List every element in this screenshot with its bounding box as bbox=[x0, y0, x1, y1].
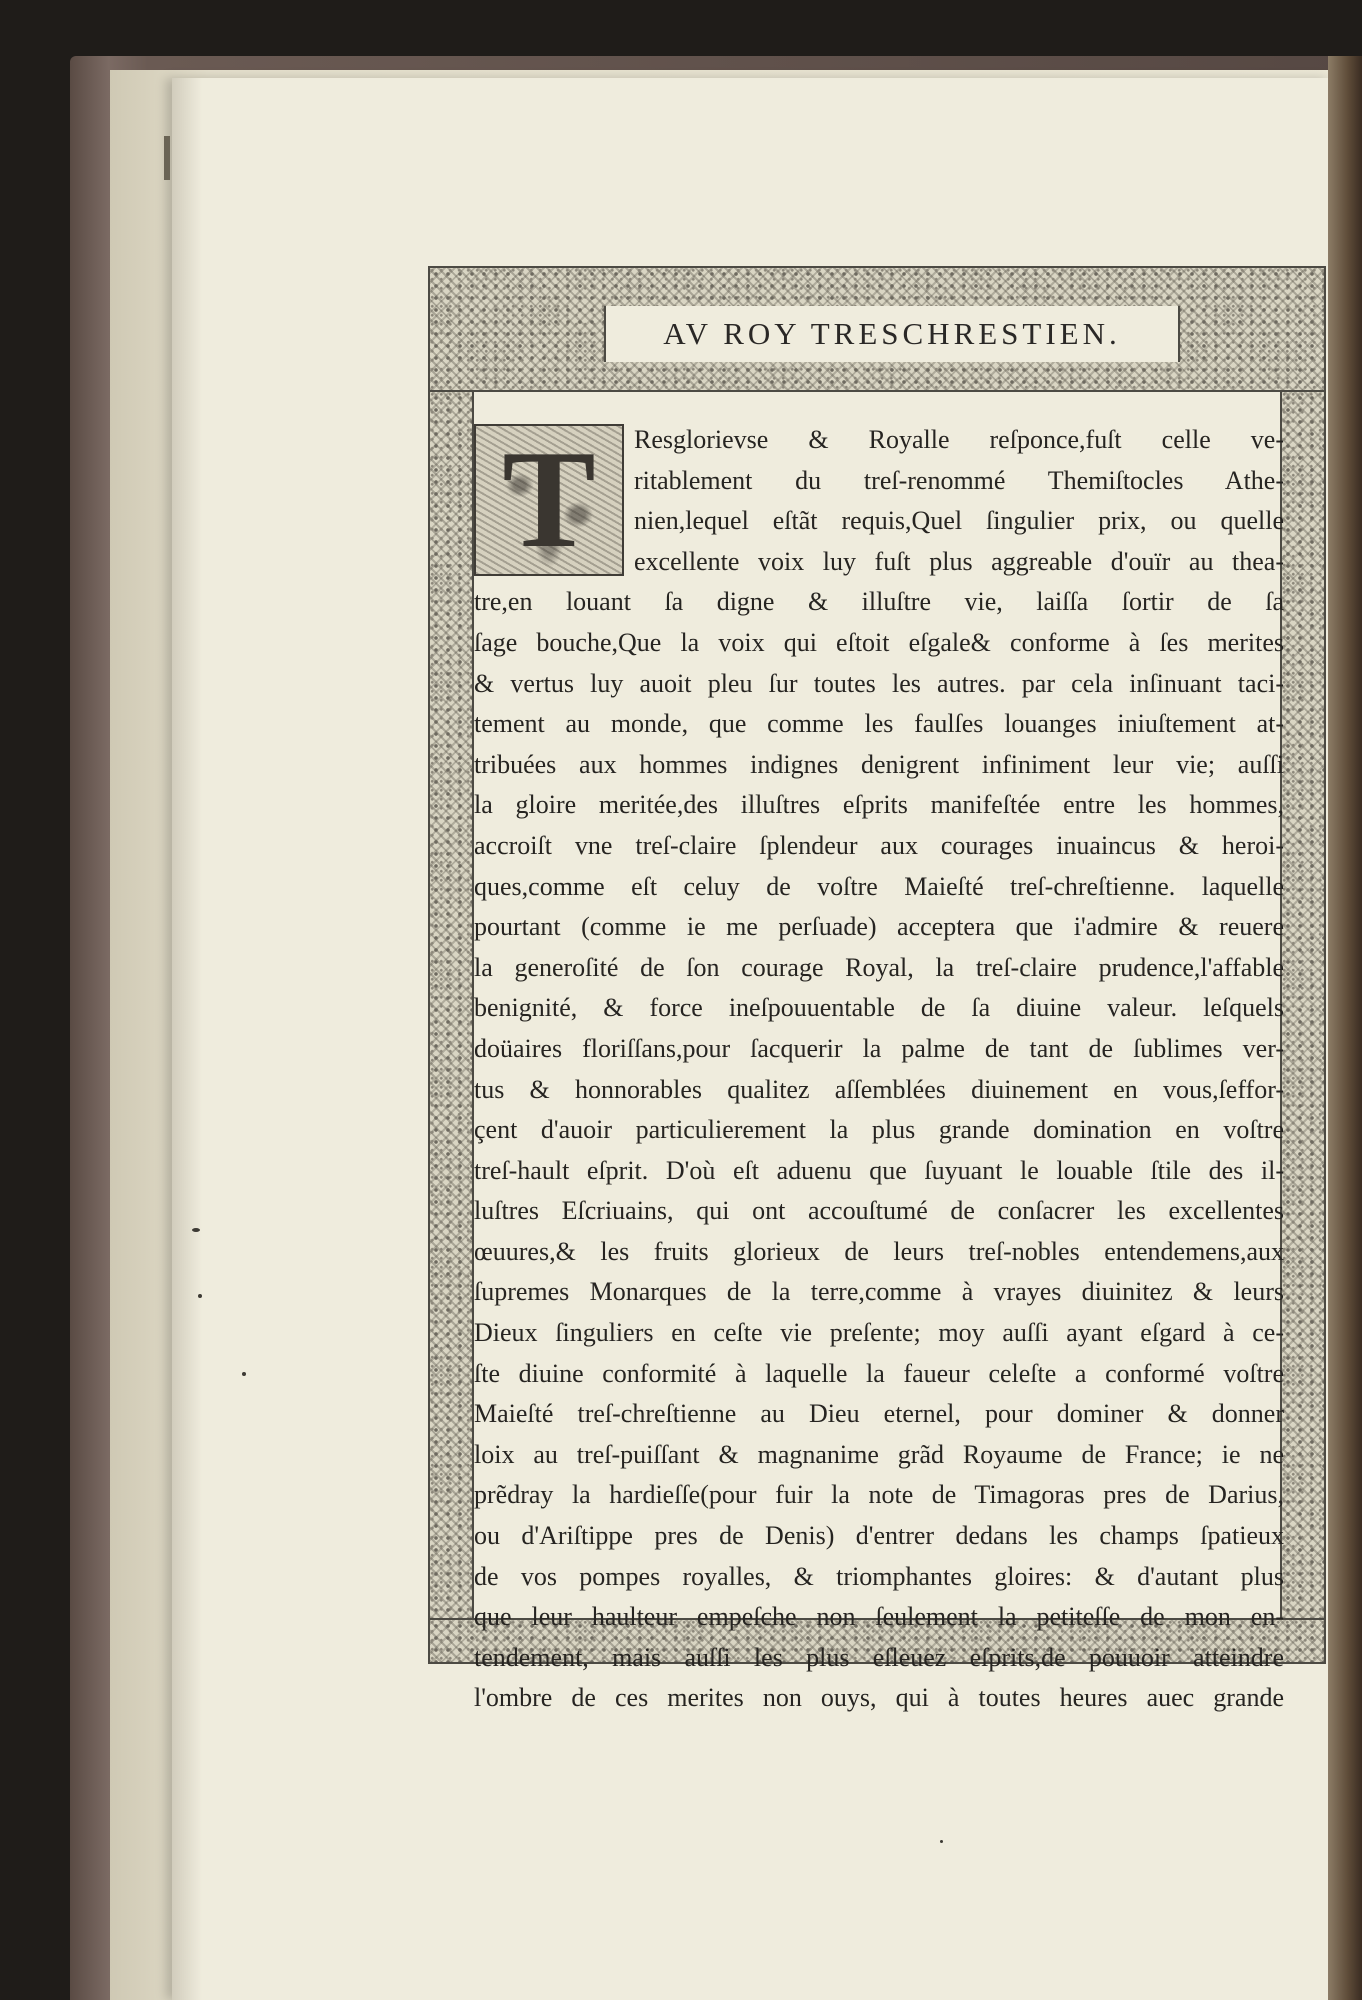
text-line: çent d'auoir particulierement la plus grande domination en voſtre bbox=[474, 1115, 1284, 1145]
text-line: tendement, mais auſſi les plus eſleuez eſprits,de pouuoir atteindre bbox=[474, 1642, 1284, 1672]
text-line: ſage bouche,Que la voix qui eſtoit eſgale& conforme à ſes merites bbox=[474, 627, 1284, 657]
text-line: la generoſité de ſon courage Royal, la treſ-claire prudence,l'affable bbox=[474, 952, 1284, 982]
text-line: Maieſté treſ-chreſtienne au Dieu eternel, pour dominer & donner bbox=[474, 1399, 1284, 1429]
text-line: ritablement du treſ-renommé Themiſtocles Athe- bbox=[634, 465, 1284, 495]
text-line: accroiſt vne treſ-claire ſplendeur aux courages inuaincus & heroi- bbox=[474, 830, 1284, 860]
ink-speck bbox=[242, 1372, 246, 1376]
page-heading: AV ROY TRESCHRESTIEN. bbox=[663, 316, 1121, 351]
text-line: treſ-hault eſprit. D'où eſt aduenu que ſuyuant le louable ſtile des il- bbox=[474, 1155, 1284, 1185]
text-line: pourtant (comme ie me perſuade) acceptera que i'admire & reuere bbox=[474, 912, 1284, 942]
text-line: que leur haulteur empeſche non ſeulement la petiteſſe de mon en- bbox=[474, 1602, 1284, 1632]
text-line: Resglorievse & Royalle reſponce,fuſt celle ve- bbox=[634, 425, 1284, 454]
text-line: ques,comme eſt celuy de voſtre Maieſté treſ-chreſtienne. laquelle bbox=[474, 871, 1284, 901]
text-line: ſupremes Monarques de la terre,comme à vrayes diuinitez & leurs bbox=[474, 1277, 1284, 1307]
ink-speck bbox=[940, 1840, 943, 1843]
ink-speck bbox=[198, 1294, 202, 1298]
text-line: ou d'Ariſtippe pres de Denis) d'entrer dedans les champs ſpatieux bbox=[474, 1521, 1284, 1551]
ink-speck bbox=[192, 1228, 200, 1232]
text-line: nien,lequel eſtãt requis,Quel ſingulier prix, ou quelle bbox=[634, 506, 1284, 536]
text-line: Dieux ſinguliers en ceſte vie preſente; moy auſſi ayant eſgard à ce- bbox=[474, 1318, 1284, 1348]
text-line: la gloire meritée,des illuſtres eſprits manifeſtée entre les hommes, bbox=[474, 790, 1284, 820]
page-edge bbox=[1328, 56, 1362, 2000]
text-line: benignité, & force ineſpouuentable de ſa diuine valeur. leſquels bbox=[474, 993, 1284, 1023]
text-line: excellente voix luy fuſt plus aggreable d'ouïr au thea- bbox=[634, 546, 1284, 576]
text-line: tre,en louant ſa digne & illuſtre vie, laiſſa ſortir de ſa bbox=[474, 587, 1284, 617]
margin-mark bbox=[164, 136, 170, 180]
text-line: & vertus luy auoit pleu ſur toutes les autres. par cela inſinuant taci- bbox=[474, 668, 1284, 698]
text-line: prẽdray la hardieſſe(pour fuir la note de Timagoras pres de Darius, bbox=[474, 1480, 1284, 1510]
gutter-shadow bbox=[172, 78, 202, 2000]
text-line: tus & honnorables qualitez aſſemblées diuinement en vous,ſeffor- bbox=[474, 1074, 1284, 1104]
text-line: tribuées aux hommes indignes denigrent infiniment leur vie; auſſi bbox=[474, 749, 1284, 779]
frame-right-border bbox=[1280, 390, 1326, 1620]
text-line: de vos pompes royalles, & triomphantes gloires: & d'autant plus bbox=[474, 1561, 1284, 1591]
text-line: doüaires floriſſans,pour ſacquerir la palme de tant de ſublimes ver- bbox=[474, 1033, 1284, 1063]
body-text bbox=[474, 420, 1284, 1719]
text-line: ſte diuine conformité à laquelle la faueur celeſte a conformé voſtre bbox=[474, 1358, 1284, 1388]
text-line: tement au monde, que comme les faulſes louanges iniuſtement at- bbox=[474, 709, 1284, 739]
text-line: œuures,& les fruits glorieux de leurs treſ-nobles entendemens,aux bbox=[474, 1236, 1284, 1266]
text-line: loix au treſ-puiſſant & magnanime grãd Royaume de France; ie ne bbox=[474, 1439, 1284, 1469]
text-line: luſtres Eſcriuains, qui ont accouſtumé de conſacrer les excellentes bbox=[474, 1196, 1284, 1226]
frame-left-border bbox=[428, 390, 474, 1620]
heading-cartouche bbox=[604, 306, 1180, 362]
text-line: l'ombre de ces merites non ouys, qui à toutes heures auec grande bbox=[474, 1683, 1284, 1713]
drop-cap-letter: T bbox=[502, 422, 596, 577]
